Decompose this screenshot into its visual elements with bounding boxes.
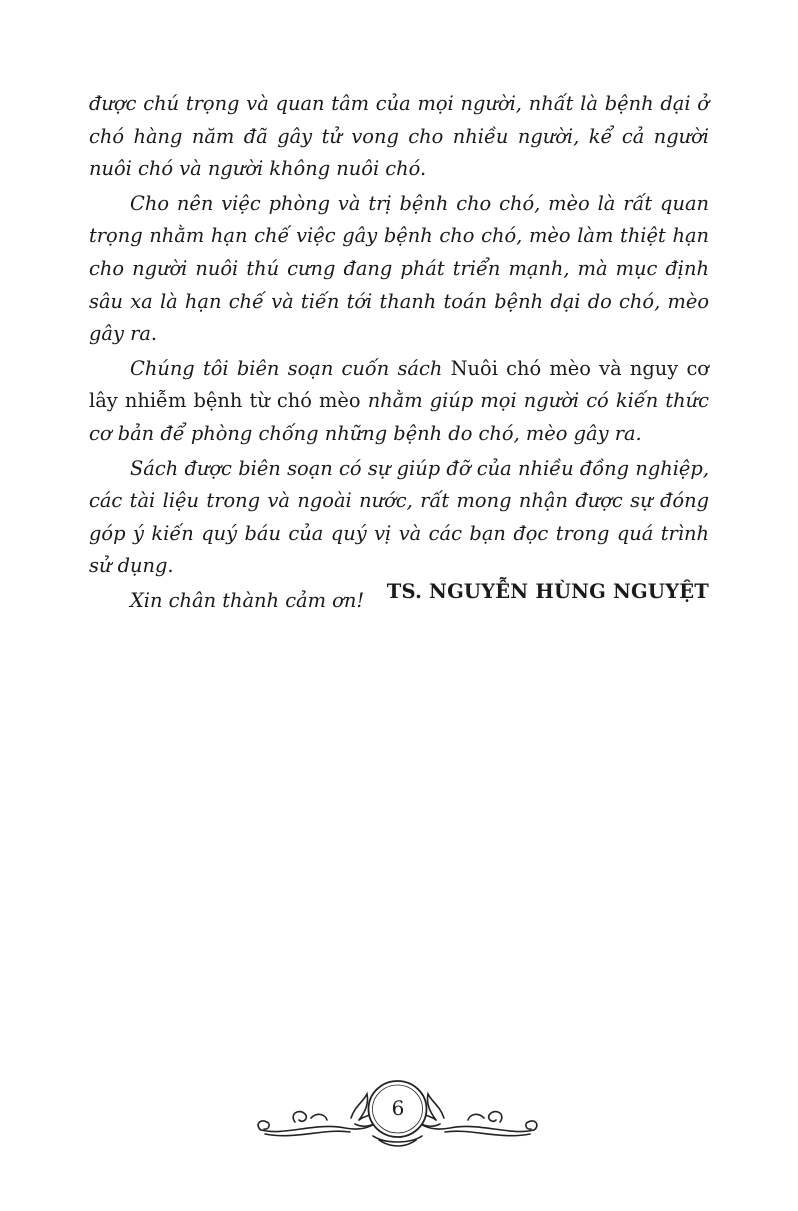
author-signature: TS. NGUYỄN HÙNG NGUYỆT: [386, 580, 709, 603]
paragraph-book-purpose-lead: Chúng tôi biên soạn cuốn sách: [130, 356, 451, 380]
book-title: Nuôi chó mèo và nguy cơ lây nhiễm bệnh từ chó mèo: [89, 356, 709, 413]
paragraph-acknowledgement: Sách được biên soạn có sự giúp đỡ của nhiều đồng nghiệp, các tài liệu trong và ngoài nước, rất mong nhận được sự đóng góp ý kiến quý báu của quý vị và các bạn đọc trong quá trình sử dụng.: [89, 456, 709, 578]
paragraph-book-purpose: [89, 353, 709, 451]
paragraph-book-purpose-tail: nhằm giúp mọi người có kiến thức cơ bản để phòng chống những bệnh do chó, mèo gây ra.: [89, 389, 709, 445]
page-number: 6: [391, 1096, 405, 1120]
paragraph-thanks: Xin chân thành cảm ơn!: [130, 588, 365, 612]
paragraph-prevention: Cho nên việc phòng và trị bệnh cho chó, mèo là rất quan trọng nhằm hạn chế việc gây bệnh cho chó, mèo làm thiệt hạn cho người nuôi thú cưng đang phát triển mạnh, mà mục định sâu xa là hạn chế và tiến tới thanh toán bệnh dại do chó, mèo gây ra.: [89, 191, 709, 346]
paragraph-continued: được chú trọng và quan tâm của mọi người, nhất là bệnh dại ở chó hàng năm đã gây tử vong cho nhiều người, kể cả người nuôi chó và người không nuôi chó.: [89, 92, 709, 181]
page-body: [89, 88, 709, 620]
